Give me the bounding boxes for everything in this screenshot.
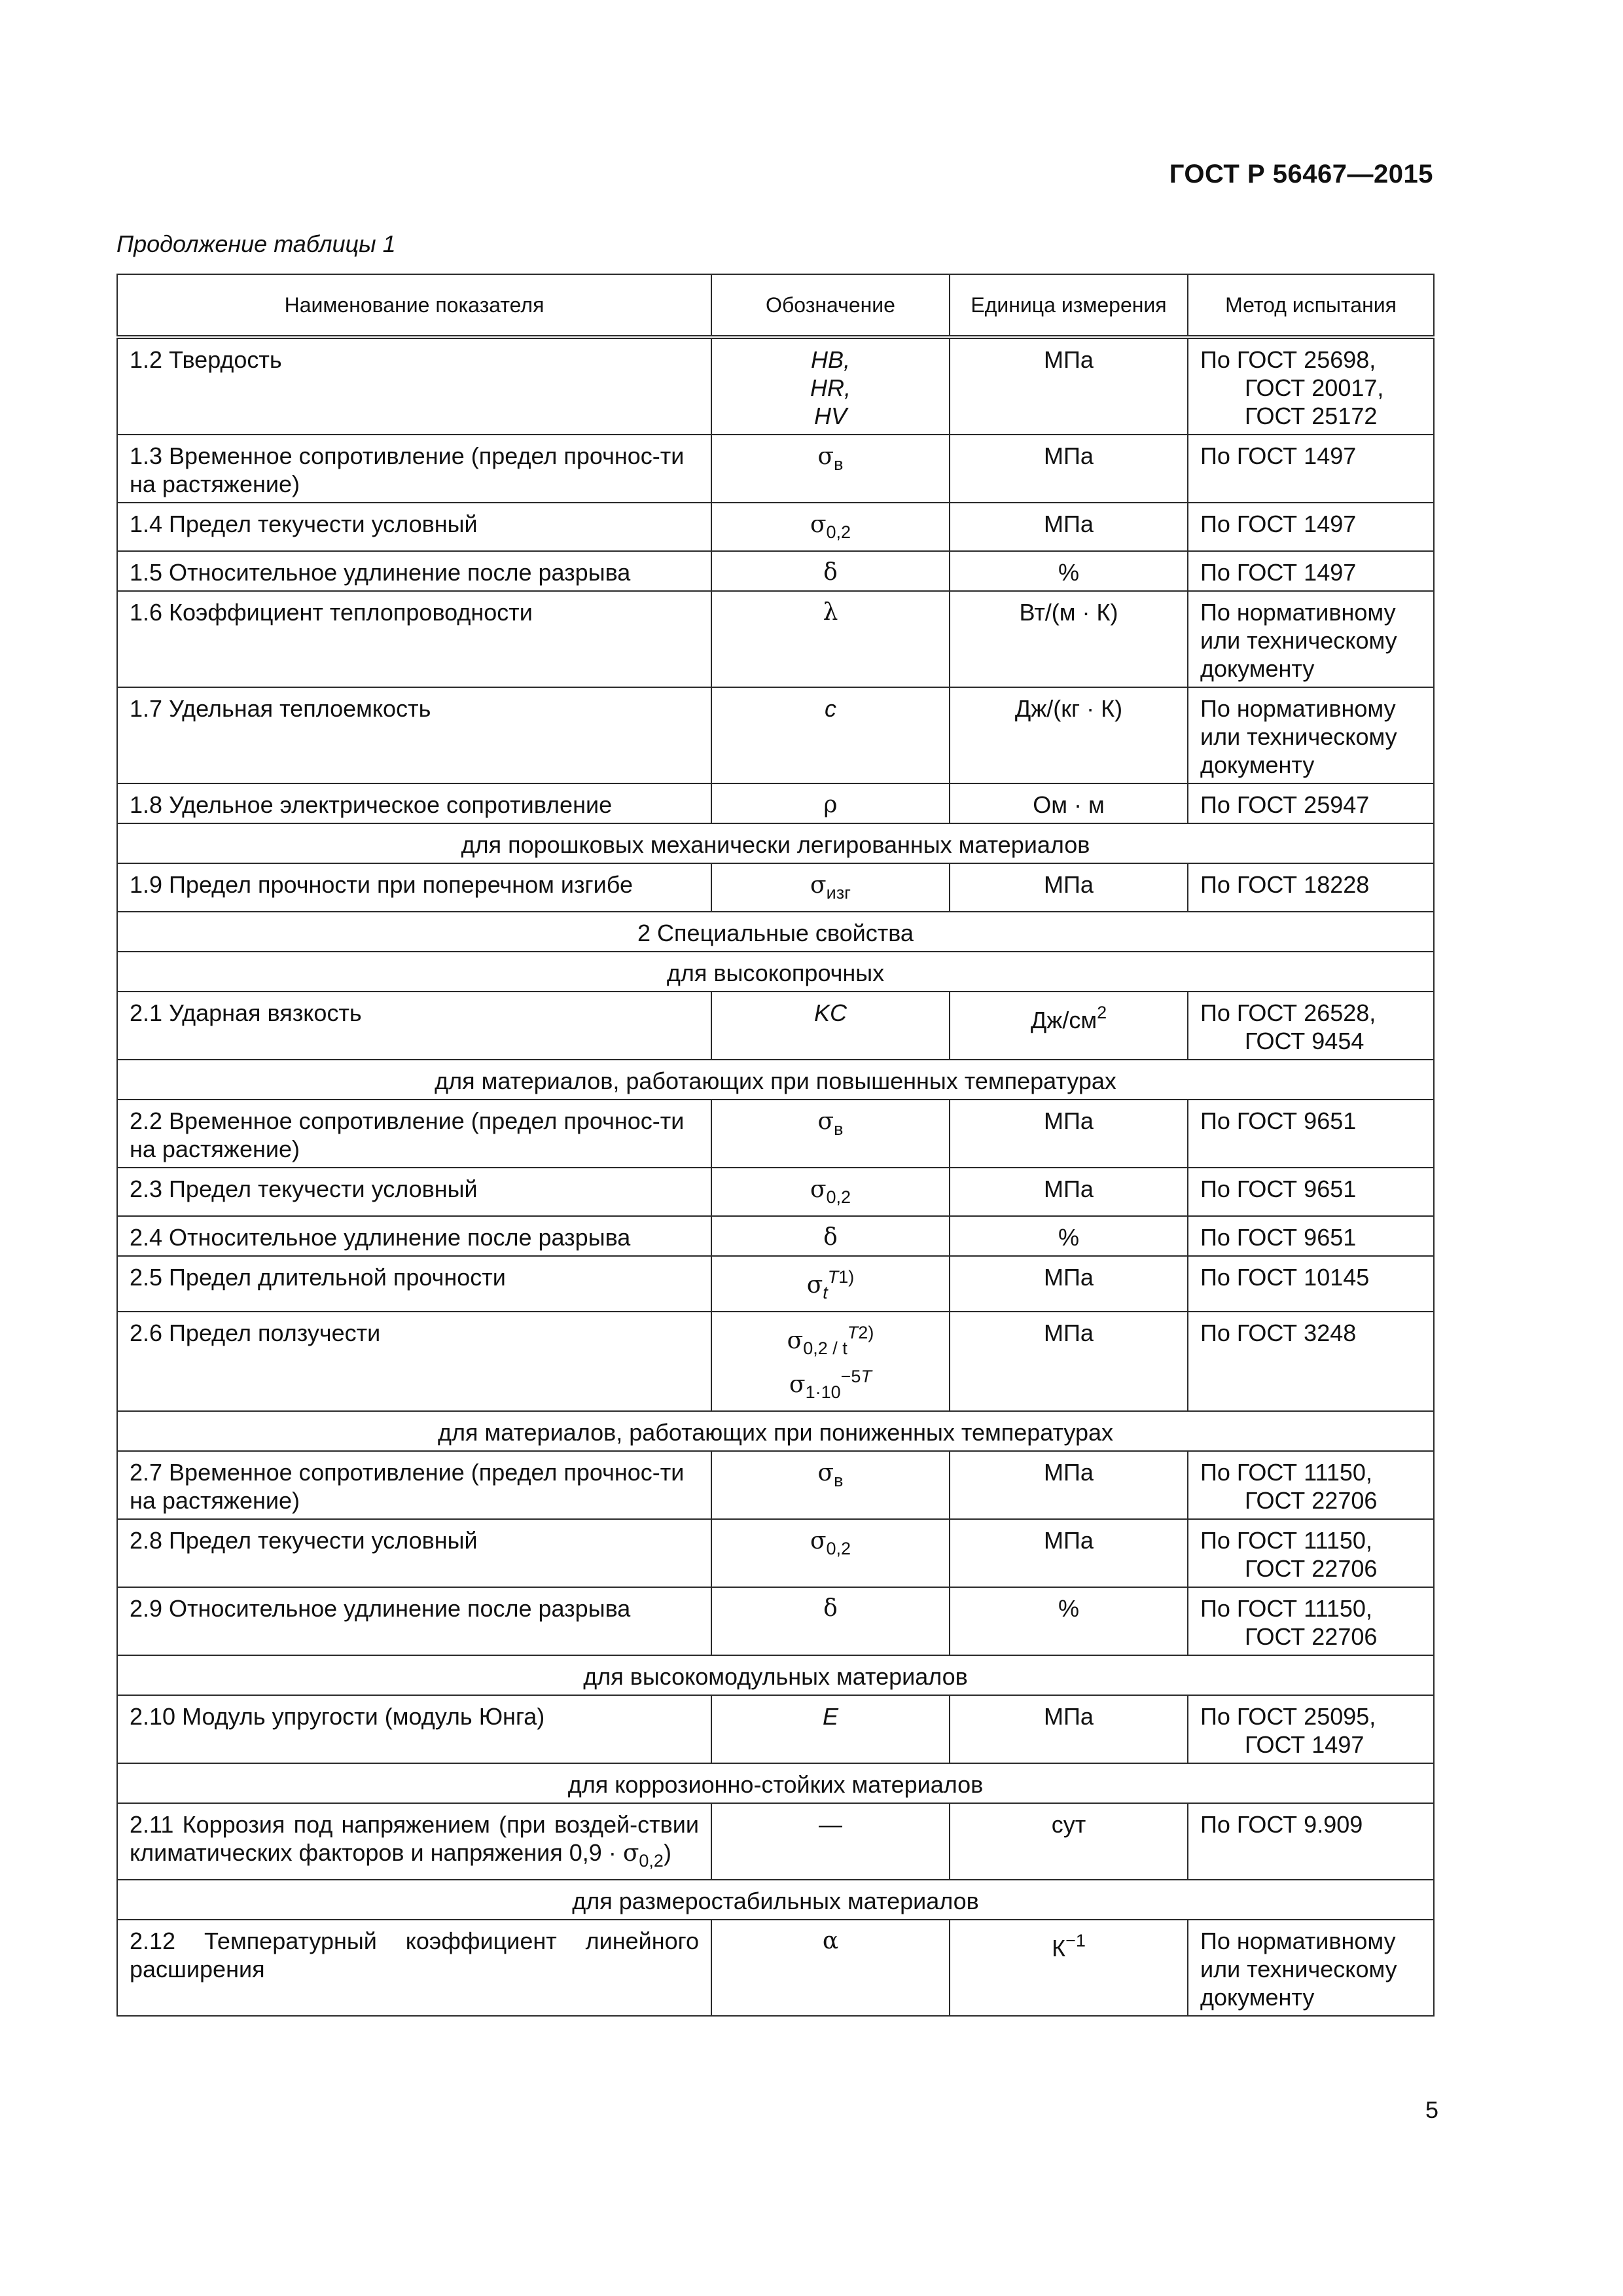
symbol-sigma: σ: [810, 1176, 827, 1203]
property-name: 2.7 Временное сопротивление (предел прочнос-ти на растяжение): [117, 1451, 711, 1519]
test-method: [1188, 992, 1434, 1060]
symbol-subscript: в: [834, 1119, 844, 1139]
property-name: 2.6 Предел ползучести: [117, 1312, 711, 1411]
method-line: ГОСТ 22706: [1245, 1623, 1378, 1650]
property-symbol: [711, 337, 950, 435]
section-heading: для высокопрочных: [117, 952, 1434, 992]
property-symbol: λ: [711, 591, 950, 687]
property-symbol: —: [711, 1803, 950, 1880]
symbol-subscript: в: [834, 1471, 844, 1490]
table-row: [117, 783, 1434, 823]
method-line: ГОСТ 22706: [1245, 1487, 1378, 1514]
symbol-subscript: 0,2: [639, 1851, 664, 1871]
property-name: 1.4 Предел текучести условный: [117, 503, 711, 551]
test-method: По ГОСТ 9651: [1188, 1168, 1434, 1216]
table-header: [117, 274, 1434, 337]
property-symbol: [711, 1100, 950, 1168]
property-symbol: [711, 435, 950, 503]
unit-superscript: 2: [1097, 1003, 1107, 1022]
property-name-text: 2.11 Коррозия под напряжением (при воздей-ствии климатических факторов и напряжения 0,9 ·: [130, 1811, 699, 1866]
test-method: По ГОСТ 1497: [1188, 503, 1434, 551]
symbol-subscript: t: [823, 1283, 828, 1302]
property-unit: Ом · м: [950, 783, 1188, 823]
table-row: [117, 992, 1434, 1060]
property-name: 1.5 Относительное удлинение после разрыва: [117, 551, 711, 591]
section-row: [117, 1411, 1434, 1451]
table-row: [117, 687, 1434, 783]
property-symbol: δ: [711, 551, 950, 591]
symbol-sigma: σ: [817, 1108, 834, 1135]
property-name: 2.4 Относительное удлинение после разрыва: [117, 1216, 711, 1256]
symbol-line: HR,: [810, 374, 851, 401]
section-heading: для высокомодульных материалов: [117, 1655, 1434, 1695]
property-unit: МПа: [950, 337, 1188, 435]
property-unit: МПа: [950, 435, 1188, 503]
standard-number: ГОСТ Р 56467—2015: [1169, 160, 1433, 188]
table-row: [117, 1451, 1434, 1519]
property-name: [117, 1803, 711, 1880]
table-row: [117, 1920, 1434, 2016]
table-row: [117, 591, 1434, 687]
property-name: 2.12 Температурный коэффициент линейного расширения: [117, 1920, 711, 2016]
property-symbol: E: [711, 1695, 950, 1763]
symbol-line: HB,: [810, 346, 850, 373]
section-row: [117, 912, 1434, 952]
test-method: По ГОСТ 9651: [1188, 1216, 1434, 1256]
symbol-sigma: σ: [622, 1840, 639, 1867]
property-name: 1.7 Удельная теплоемкость: [117, 687, 711, 783]
property-name: 2.5 Предел длительной прочности: [117, 1256, 711, 1312]
symbol-line: [724, 1319, 937, 1363]
page-number: 5: [1425, 2096, 1438, 2123]
table-row: [117, 435, 1434, 503]
symbol-sigma: σ: [789, 1371, 806, 1398]
symbol-sigma: σ: [806, 1272, 823, 1299]
section-heading: для материалов, работающих при повышенных температурах: [117, 1060, 1434, 1100]
property-symbol: δ: [711, 1587, 950, 1655]
symbol-sigma: σ: [817, 443, 834, 470]
section-row: [117, 1763, 1434, 1803]
section-row: [117, 1880, 1434, 1920]
property-unit: МПа: [950, 1312, 1188, 1411]
symbol-subscript: 0,2: [826, 522, 851, 542]
test-method: По ГОСТ 9.909: [1188, 1803, 1434, 1880]
section-heading: 2 Специальные свойства: [117, 912, 1434, 952]
symbol-sigma: σ: [817, 1460, 834, 1486]
section-heading: для размеростабильных материалов: [117, 1880, 1434, 1920]
property-name: 2.8 Предел текучести условный: [117, 1519, 711, 1587]
method-line: ГОСТ 20017,: [1245, 374, 1384, 401]
property-unit: %: [950, 551, 1188, 591]
table-row: [117, 1695, 1434, 1763]
property-unit: сут: [950, 1803, 1188, 1880]
table-caption: Продолжение таблицы 1: [116, 230, 396, 257]
property-name: 2.3 Предел текучести условный: [117, 1168, 711, 1216]
unit-text: Дж/см: [1030, 1007, 1097, 1033]
section-heading: для коррозионно-стойких материалов: [117, 1763, 1434, 1803]
symbol-subscript: 0,2 / t: [803, 1338, 847, 1358]
property-name: 1.3 Временное сопротивление (предел прочнос-ти на растяжение): [117, 435, 711, 503]
test-method: [1188, 1695, 1434, 1763]
symbol-sigma: σ: [810, 872, 827, 899]
method-line: По ГОСТ 26528,: [1200, 999, 1376, 1026]
symbol-subscript: 0,2: [826, 1187, 851, 1207]
symbol-sigma: σ: [787, 1327, 804, 1354]
property-symbol: [711, 863, 950, 912]
test-method: По ГОСТ 1497: [1188, 435, 1434, 503]
property-unit: МПа: [950, 1100, 1188, 1168]
method-line: ГОСТ 9454: [1245, 1028, 1364, 1054]
method-line: По ГОСТ 11150,: [1200, 1527, 1372, 1554]
test-method: [1188, 1451, 1434, 1519]
property-unit: МПа: [950, 1256, 1188, 1312]
symbol-sigma: σ: [810, 511, 827, 538]
table-row: [117, 1256, 1434, 1312]
table-row: [117, 1312, 1434, 1411]
symbol-subscript: изг: [826, 883, 851, 903]
method-line: По ГОСТ 25095,: [1200, 1703, 1376, 1730]
table-row: [117, 503, 1434, 551]
column-header-method: Метод испытания: [1188, 274, 1434, 337]
symbol-sigma: σ: [810, 1528, 827, 1554]
symbol-superscript: T: [827, 1267, 839, 1287]
symbol-superscript: T: [847, 1323, 859, 1342]
property-unit: %: [950, 1216, 1188, 1256]
table-row: [117, 1803, 1434, 1880]
test-method: По ГОСТ 10145: [1188, 1256, 1434, 1312]
closing-paren: ): [663, 1839, 671, 1866]
property-unit: МПа: [950, 1695, 1188, 1763]
property-name: 1.9 Предел прочности при поперечном изгибе: [117, 863, 711, 912]
table-row: [117, 1100, 1434, 1168]
method-line: ГОСТ 25172: [1245, 403, 1378, 429]
test-method: По ГОСТ 3248: [1188, 1312, 1434, 1411]
property-unit: Вт/(м · К): [950, 591, 1188, 687]
section-row: [117, 952, 1434, 992]
property-symbol: [711, 1168, 950, 1216]
section-row: [117, 1655, 1434, 1695]
column-header-symbol: Обозначение: [711, 274, 950, 337]
property-symbol: α: [711, 1920, 950, 2016]
table-row: [117, 551, 1434, 591]
method-line: ГОСТ 22706: [1245, 1555, 1378, 1582]
test-method: [1188, 337, 1434, 435]
test-method: По ГОСТ 9651: [1188, 1100, 1434, 1168]
property-unit: [950, 1920, 1188, 2016]
property-unit: МПа: [950, 863, 1188, 912]
footnote-ref: 2): [858, 1323, 874, 1342]
property-unit: МПа: [950, 503, 1188, 551]
test-method: По нормативному или техническому документу: [1188, 1920, 1434, 2016]
property-name: 1.6 Коэффициент теплопроводности: [117, 591, 711, 687]
section-heading: для порошковых механически легированных материалов: [117, 823, 1434, 863]
symbol-subscript: в: [834, 454, 844, 474]
footnote-ref: 1): [838, 1267, 855, 1287]
property-name: 2.2 Временное сопротивление (предел прочнос-ти на растяжение): [117, 1100, 711, 1168]
test-method: По нормативному или техническому документу: [1188, 687, 1434, 783]
symbol-line: [724, 1363, 937, 1407]
property-unit: МПа: [950, 1451, 1188, 1519]
symbol-superscript: T: [861, 1367, 872, 1386]
test-method: [1188, 1519, 1434, 1587]
property-symbol: c: [711, 687, 950, 783]
property-unit: МПа: [950, 1168, 1188, 1216]
section-row: [117, 823, 1434, 863]
property-name: 2.9 Относительное удлинение после разрыва: [117, 1587, 711, 1655]
properties-table: [116, 274, 1435, 2017]
property-symbol: [711, 1312, 950, 1411]
table-row: [117, 1587, 1434, 1655]
table-row: [117, 863, 1434, 912]
table-row: [117, 1519, 1434, 1587]
table-row: [117, 1168, 1434, 1216]
table-row: [117, 337, 1434, 435]
table-row: [117, 1216, 1434, 1256]
method-line: По ГОСТ 25698,: [1200, 346, 1376, 373]
property-name: 2.10 Модуль упругости (модуль Юнга): [117, 1695, 711, 1763]
symbol-line: HV: [813, 403, 847, 429]
property-symbol: [711, 1519, 950, 1587]
symbol-subscript: 0,2: [826, 1539, 851, 1558]
test-method: По ГОСТ 18228: [1188, 863, 1434, 912]
property-symbol: [711, 503, 950, 551]
property-symbol: KC: [711, 992, 950, 1060]
property-unit: %: [950, 1587, 1188, 1655]
property-symbol: [711, 1451, 950, 1519]
unit-superscript: −1: [1065, 1931, 1086, 1950]
property-unit: МПа: [950, 1519, 1188, 1587]
test-method: По ГОСТ 25947: [1188, 783, 1434, 823]
property-name: 2.1 Ударная вязкость: [117, 992, 711, 1060]
test-method: [1188, 1587, 1434, 1655]
property-symbol: δ: [711, 1216, 950, 1256]
unit-text: К: [1052, 1935, 1066, 1962]
column-header-unit: Единица измерения: [950, 274, 1188, 337]
method-line: ГОСТ 1497: [1245, 1731, 1364, 1758]
symbol-exponent: −5: [840, 1367, 861, 1386]
column-header-name: Наименование показателя: [117, 274, 711, 337]
property-name: 1.8 Удельное электрическое сопротивление: [117, 783, 711, 823]
section-heading: для материалов, работающих при пониженных температурах: [117, 1411, 1434, 1451]
property-name: 1.2 Твердость: [117, 337, 711, 435]
test-method: По нормативному или техническому документу: [1188, 591, 1434, 687]
test-method: По ГОСТ 1497: [1188, 551, 1434, 591]
symbol-subscript: 1·10: [805, 1382, 841, 1402]
property-unit: Дж/(кг · К): [950, 687, 1188, 783]
section-row: [117, 1060, 1434, 1100]
property-symbol: ρ: [711, 783, 950, 823]
property-unit: [950, 992, 1188, 1060]
property-symbol: [711, 1256, 950, 1312]
method-line: По ГОСТ 11150,: [1200, 1595, 1372, 1622]
method-line: По ГОСТ 11150,: [1200, 1459, 1372, 1486]
